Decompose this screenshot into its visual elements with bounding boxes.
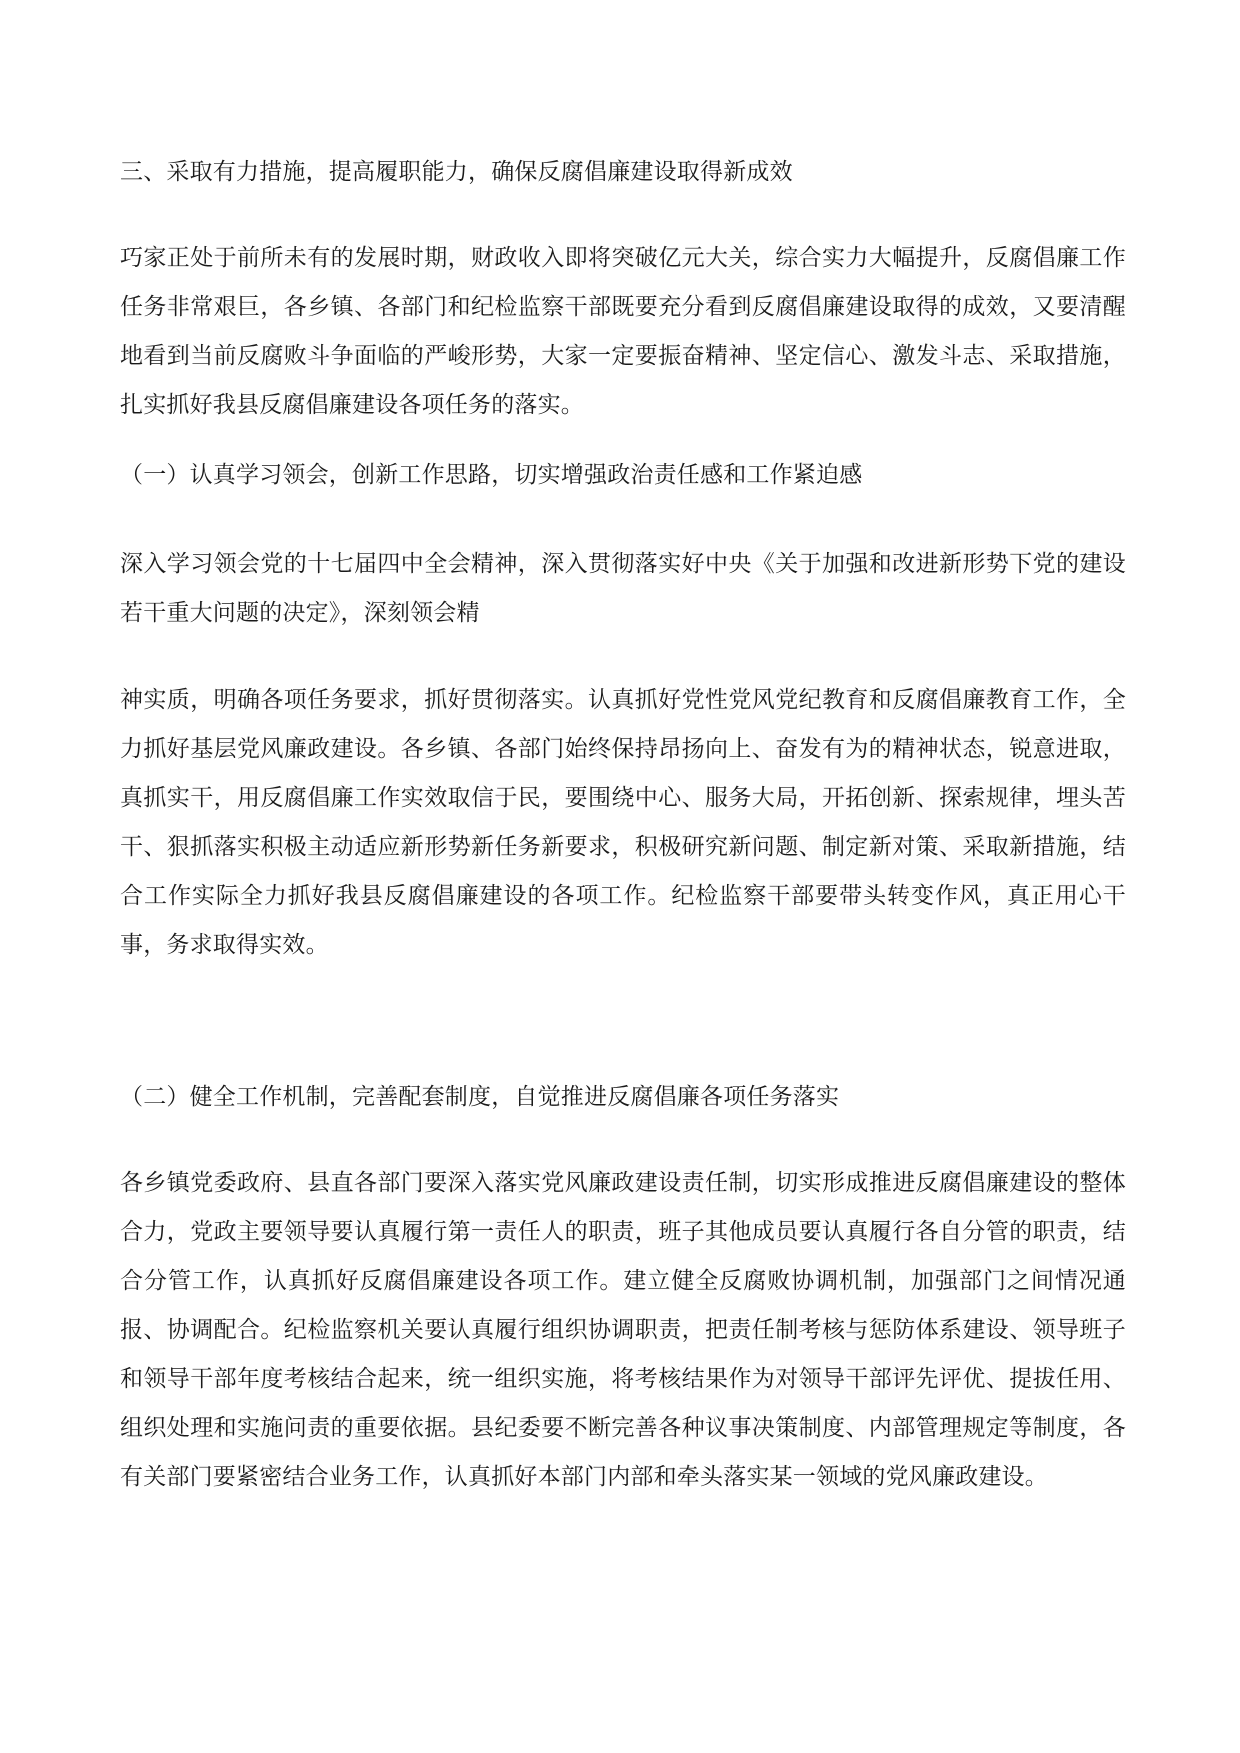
paragraph-1: 巧家正处于前所未有的发展时期，财政收入即将突破亿元大关，综合实力大幅提升，反腐倡廉工作任务非常艰巨，各乡镇、各部门和纪检监察干部既要充分看到反腐倡廉建设取得的成效，又要清醒地看到当前反腐败斗争面临的严峻形势，大家一定要振奋精神、坚定信心、激发斗志、采取措施，扎实抓好我县反腐倡廉建设各项任务的落实。 xyxy=(120,245,1126,418)
section-heading-3: 三、采取有力措施，提高履职能力，确保反腐倡廉建设取得新成效 xyxy=(120,159,793,185)
subheading-1: （一）认真学习领会，创新工作思路，切实增强政治责任感和工作紧迫感 xyxy=(120,462,863,488)
subheading-2: （二）健全工作机制，完善配套制度，自觉推进反腐倡廉各项任务落实 xyxy=(120,1084,840,1110)
paragraph-2a: 深入学习领会党的十七届四中全会精神，深入贯彻落实好中央《关于加强和改进新形势下党的建设若干重大问题的决定》，深刻领会精 xyxy=(120,551,1126,626)
paragraph-2b: 神实质，明确各项任务要求，抓好贯彻落实。认真抓好党性党风党纪教育和反腐倡廉教育工作，全力抓好基层党风廉政建设。各乡镇、各部门始终保持昂扬向上、奋发有为的精神状态，锐意进取，真抓实干，用反腐倡廉工作实效取信于民，要围绕中心、服务大局，开拓创新、探索规律，埋头苦干、狠抓落实积极主动适应新形势新任务新要求，积极研究新问题、制定新对策、采取新措施，结合工作实际全力抓好我县反腐倡廉建设的各项工作。纪检监察干部要带头转变作风，真正用心干事，务求取得实效。 xyxy=(120,687,1126,958)
paragraph-3: 各乡镇党委政府、县直各部门要深入落实党风廉政建设责任制，切实形成推进反腐倡廉建设的整体合力，党政主要领导要认真履行第一责任人的职责，班子其他成员要认真履行各自分管的职责，结合分管工作，认真抓好反腐倡廉建设各项工作。建立健全反腐败协调机制，加强部门之间情况通报、协调配合。纪检监察机关要认真履行组织协调职责，把责任制考核与惩防体系建设、领导班子和领导干部年度考核结合起来，统一组织实施，将考核结果作为对领导干部评先评优、提拔任用、组织处理和实施问责的重要依据。县纪委要不断完善各种议事决策制度、内部管理规定等制度，各有关部门要紧密结合业务工作，认真抓好本部门内部和牵头落实某一领域的党风廉政建设。 xyxy=(120,1170,1126,1490)
